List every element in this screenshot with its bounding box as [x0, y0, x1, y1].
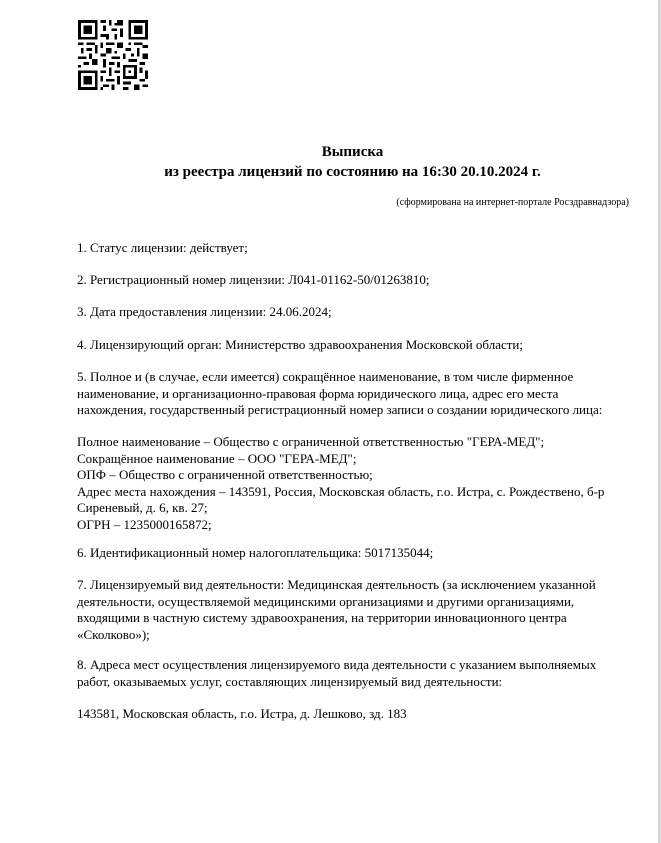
text-line: наименование, и организационно-правовая форма юридического лица, адрес его места	[77, 385, 559, 401]
short-name: Сокращённое наименование – ООО "ГЕРА-МЕД";	[77, 450, 357, 466]
text-line: деятельности, осуществляемой медицинскими организациями и другими организациями,	[77, 593, 575, 609]
licensing-authority: 4. Лицензирующий орган: Министерство здравоохранения Московской области;	[77, 337, 523, 352]
text-line: 8. Адреса мест осуществления лицензируемого вида деятельности с указанием выполняемых	[77, 657, 597, 672]
activity-address: 143581, Московская область, г.о. Истра, д. Лешково, зд. 183	[77, 706, 407, 721]
text-line: работ, оказываемых услуг, составляющих лицензируемый вид деятельности:	[77, 673, 503, 689]
ogrn: ОГРН – 1235000165872;	[77, 516, 212, 532]
taxpayer-id: 6. Идентификационный номер налогоплательщика: 5017135044;	[77, 545, 434, 560]
license-issue-date: 3. Дата предоставления лицензии: 24.06.2024;	[77, 304, 332, 319]
organization-details	[77, 434, 637, 534]
license-registration-number: 2. Регистрационный номер лицензии: Л041-01162-50/01263810;	[77, 272, 430, 287]
document-title: Выписка	[321, 144, 384, 160]
text-line: 7. Лицензируемый вид деятельности: Медицинская деятельность (за исключением указанной	[77, 577, 596, 592]
source-note: (сформирована на интернет-портале Росздравнадзора)	[396, 197, 629, 208]
organization-name-heading	[77, 369, 637, 419]
registered-address: Адрес места нахождения – 143591, Россия, Московская область, г.о. Истра, с. Рождествено, б-р	[77, 483, 605, 499]
text-line: нахождения, государственный регистрационный номер записи о создании юридического лица:	[77, 402, 603, 418]
document-subtitle: из реестра лицензий по состоянию на 16:30 20.10.2024 г.	[164, 164, 541, 180]
qr-code-icon	[78, 20, 148, 90]
license-status: 1. Статус лицензии: действует;	[77, 240, 248, 255]
activity-addresses-heading	[77, 657, 637, 690]
legal-form: ОПФ – Общество с ограниченной ответственностью;	[77, 467, 373, 483]
registered-address-cont: Сиреневый, д. 6, кв. 27;	[77, 500, 208, 516]
text-line: «Сколково»);	[77, 626, 150, 642]
text-line: 5. Полное и (в случае, если имеется) сокращённое наименование, в том числе фирменное	[77, 369, 574, 384]
full-name: Полное наименование – Общество с ограниченной ответственностью "ГЕРА-МЕД";	[77, 434, 545, 449]
licensed-activity	[77, 577, 637, 643]
text-line: входящими в частную систему здравоохранения, на территории инновационного центра	[77, 610, 567, 626]
